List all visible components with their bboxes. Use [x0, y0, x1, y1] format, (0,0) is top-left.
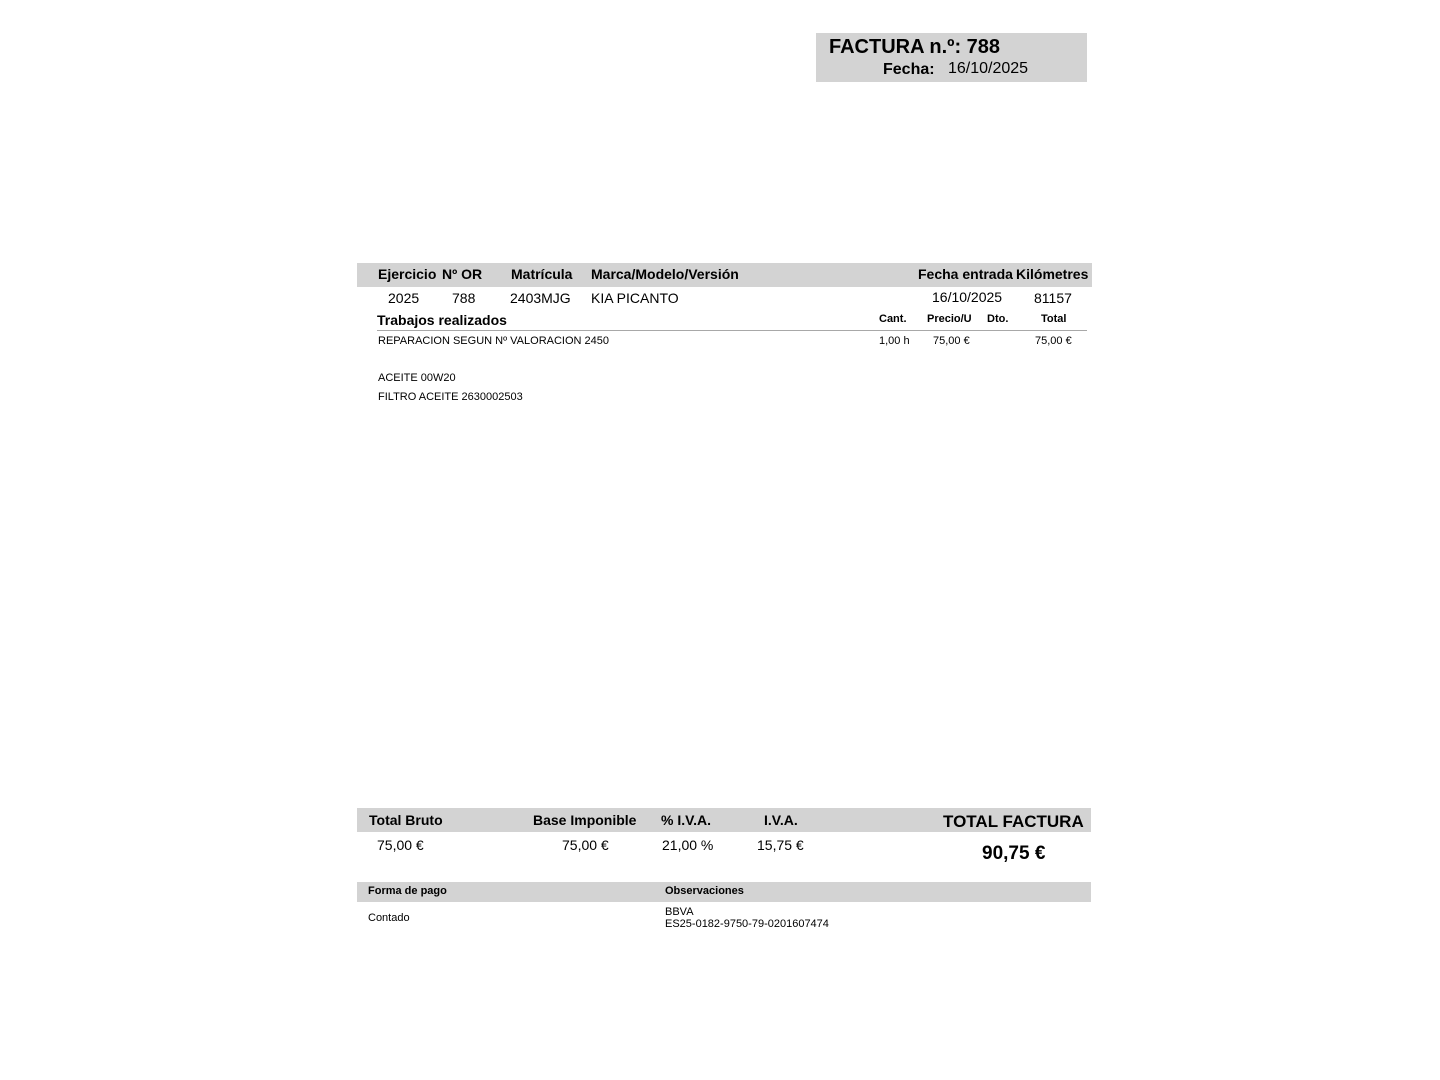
invoice-title-label: FACTURA n.º: [829, 36, 962, 58]
value-kilometres: 81157 [1034, 290, 1072, 306]
work-line-total: 75,00 € [1035, 335, 1072, 347]
header-kilometres: Kilómetres [1016, 266, 1089, 282]
header-marca: Marca/Modelo/Versión [591, 266, 739, 282]
payment-iban: ES25-0182-9750-79-0201607474 [665, 918, 829, 930]
invoice-title [829, 36, 1000, 59]
works-title: Trabajos realizados [377, 312, 507, 328]
works-header-precio: Precio/U [927, 313, 972, 325]
totals-header-pct-iva: % I.V.A. [661, 812, 712, 828]
payment-header-forma: Forma de pago [368, 885, 447, 897]
work-line-cant: 1,00 h [879, 335, 910, 347]
totals-header-iva: I.V.A. [764, 812, 798, 828]
works-divider [377, 330, 1087, 331]
totals-value-base: 75,00 € [562, 837, 609, 853]
work-line-precio: 75,00 € [933, 335, 970, 347]
work-line-description: REPARACION SEGUN Nº VALORACION 2450 [378, 335, 610, 347]
value-ejercicio: 2025 [388, 290, 420, 306]
totals-value-pct-iva: 21,00 % [662, 837, 714, 853]
work-line-description: ACEITE 00W20 [378, 372, 456, 384]
invoice-date-label: Fecha: [883, 61, 935, 78]
totals-value-bruto: 75,00 € [377, 837, 424, 853]
payment-forma: Contado [368, 912, 410, 924]
payment-header-observaciones: Observaciones [665, 885, 744, 897]
value-fecha-entrada: 16/10/2025 [932, 289, 1003, 305]
works-header-total: Total [1041, 313, 1067, 325]
work-line-description: FILTRO ACEITE 2630002503 [378, 391, 523, 403]
invoice-date: 16/10/2025 [948, 60, 1029, 77]
header-matricula: Matrícula [511, 266, 573, 282]
totals-header-total: TOTAL FACTURA [943, 812, 1084, 831]
totals-value-total: 90,75 € [982, 843, 1046, 864]
totals-header-bruto: Total Bruto [369, 812, 443, 828]
header-or: Nº OR [442, 266, 483, 282]
totals-value-iva: 15,75 € [757, 837, 804, 853]
works-header-cant: Cant. [879, 313, 907, 325]
header-ejercicio: Ejercicio [378, 266, 437, 282]
header-fecha-entrada: Fecha entrada [918, 266, 1013, 282]
invoice-number: 788 [966, 36, 1001, 58]
value-matricula: 2403MJG [510, 290, 571, 306]
payment-bank: BBVA [665, 906, 694, 918]
works-header-dto: Dto. [987, 313, 1009, 325]
value-marca: KIA PICANTO [591, 290, 679, 306]
value-or: 788 [452, 290, 476, 306]
totals-header-base: Base Imponible [533, 812, 637, 828]
